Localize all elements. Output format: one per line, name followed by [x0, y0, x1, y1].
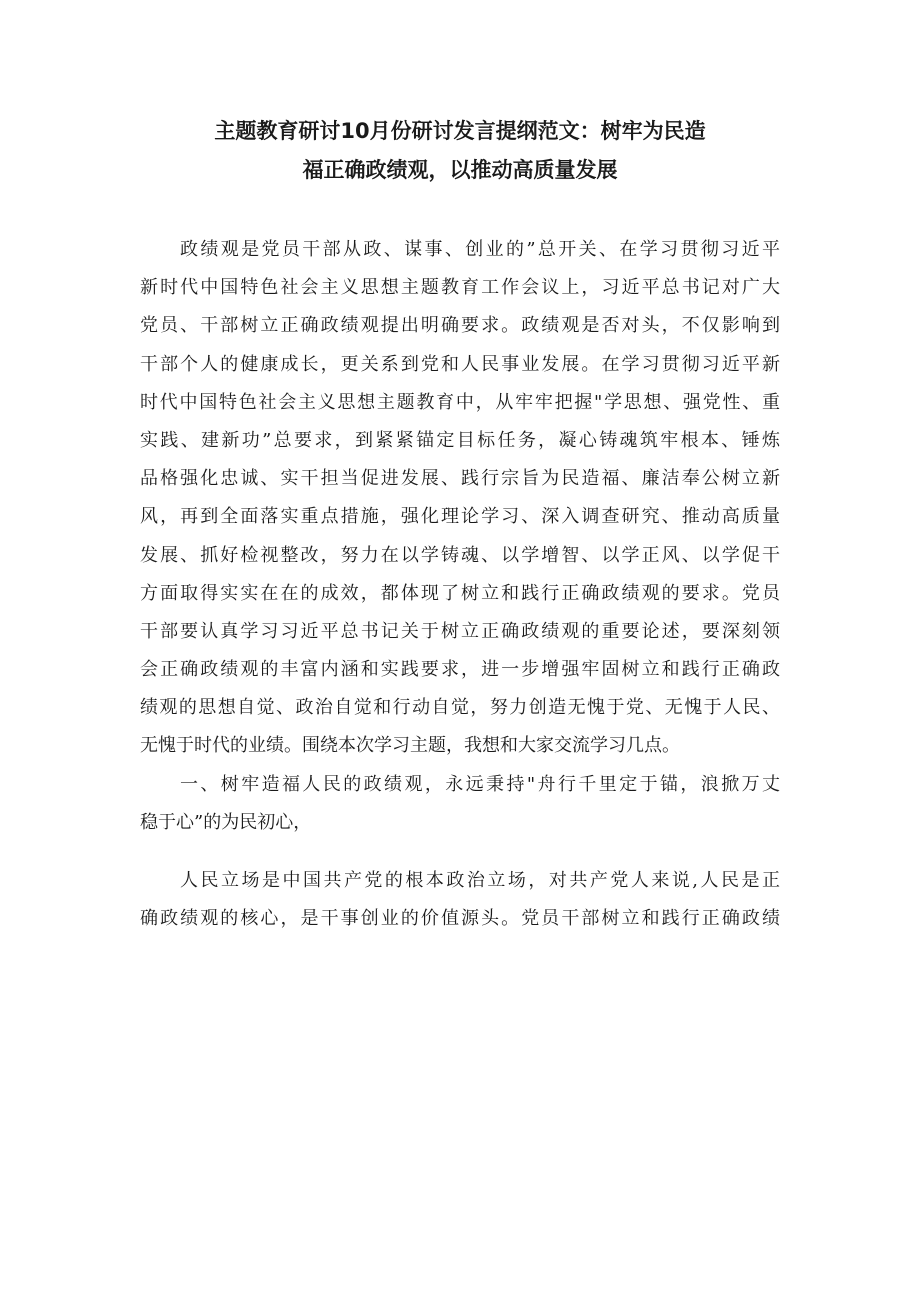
document-title [100, 112, 820, 190]
paragraph-line: 时代中国特色社会主义思想主题教育中，从牢牢把握"学思想、强党性、重 [140, 391, 780, 413]
paragraph-line: 党员、干部树立正确政绩观提出明确要求。政绩观是否对头，不仅影响到 [140, 315, 780, 337]
section-heading-1 [140, 766, 780, 842]
paragraph-line: 会正确政绩观的丰富内涵和实践要求，进一步增强牢固树立和践行正确政 [140, 659, 780, 681]
paragraph-line: 人民立场是中国共产党的根本政治立场，对共产党人来说,人民是正 [180, 870, 780, 891]
document-body [140, 231, 780, 938]
paragraph-line: 一、树牢造福人民的政绩观，永远秉持"舟行千里定于锚，浪掀万丈 [180, 773, 780, 795]
paragraph-line: 发展、抓好检视整改，努力在以学铸魂、以学增智、以学正风、以学促干 [140, 544, 780, 566]
title-line-1: 主题教育研讨10月份研讨发言提纲范文：树牢为民造 [214, 119, 706, 143]
paragraph-line: 实践、建新功”总要求，到紧紧锚定目标任务，凝心铸魂筑牢根本、锤炼 [140, 429, 780, 451]
paragraph-line: 方面取得实实在在的成效，都体现了树立和践行正确政绩观的要求。党员 [140, 582, 780, 604]
title-line-2: 福正确政绩观，以推动高质量发展 [302, 158, 618, 182]
paragraph-line: 风，再到全面落实重点措施，强化理论学习、深入调查研究、推动高质量 [140, 506, 780, 528]
paragraph-line: 确政绩观的核心，是干事创业的价值源头。党员干部树立和践行正确政绩 [140, 908, 780, 930]
paragraph-intro [140, 231, 780, 766]
paragraph-line: 稳于心”的为民初心， [140, 811, 312, 833]
paragraph-line: 品格强化忠诚、实干担当促进发展、践行宗旨为民造福、廉洁奉公树立新 [140, 468, 780, 490]
paragraph-line: 政绩观是党员干部从政、谋事、创业的”总开关、在学习贯彻习近平 [180, 239, 780, 260]
paragraph-line: 新时代中国特色社会主义思想主题教育工作会议上，习近平总书记对广大 [140, 277, 780, 299]
paragraph-spacer [140, 842, 780, 862]
paragraph-line: 干部要认真学习习近平总书记关于树立正确政绩观的重要论述，要深刻领 [140, 620, 780, 642]
paragraph-line: 干部个人的健康成长，更关系到党和人民事业发展。在学习贯彻习近平新 [140, 353, 780, 375]
paragraph-line: 无愧于时代的业绩。围绕本次学习主题，我想和大家交流学习几点。 [140, 735, 680, 757]
paragraph-line: 绩观的思想自觉、政治自觉和行动自觉，努力创造无愧于党、无愧于人民、 [140, 697, 780, 719]
paragraph-people-stance [140, 862, 780, 938]
